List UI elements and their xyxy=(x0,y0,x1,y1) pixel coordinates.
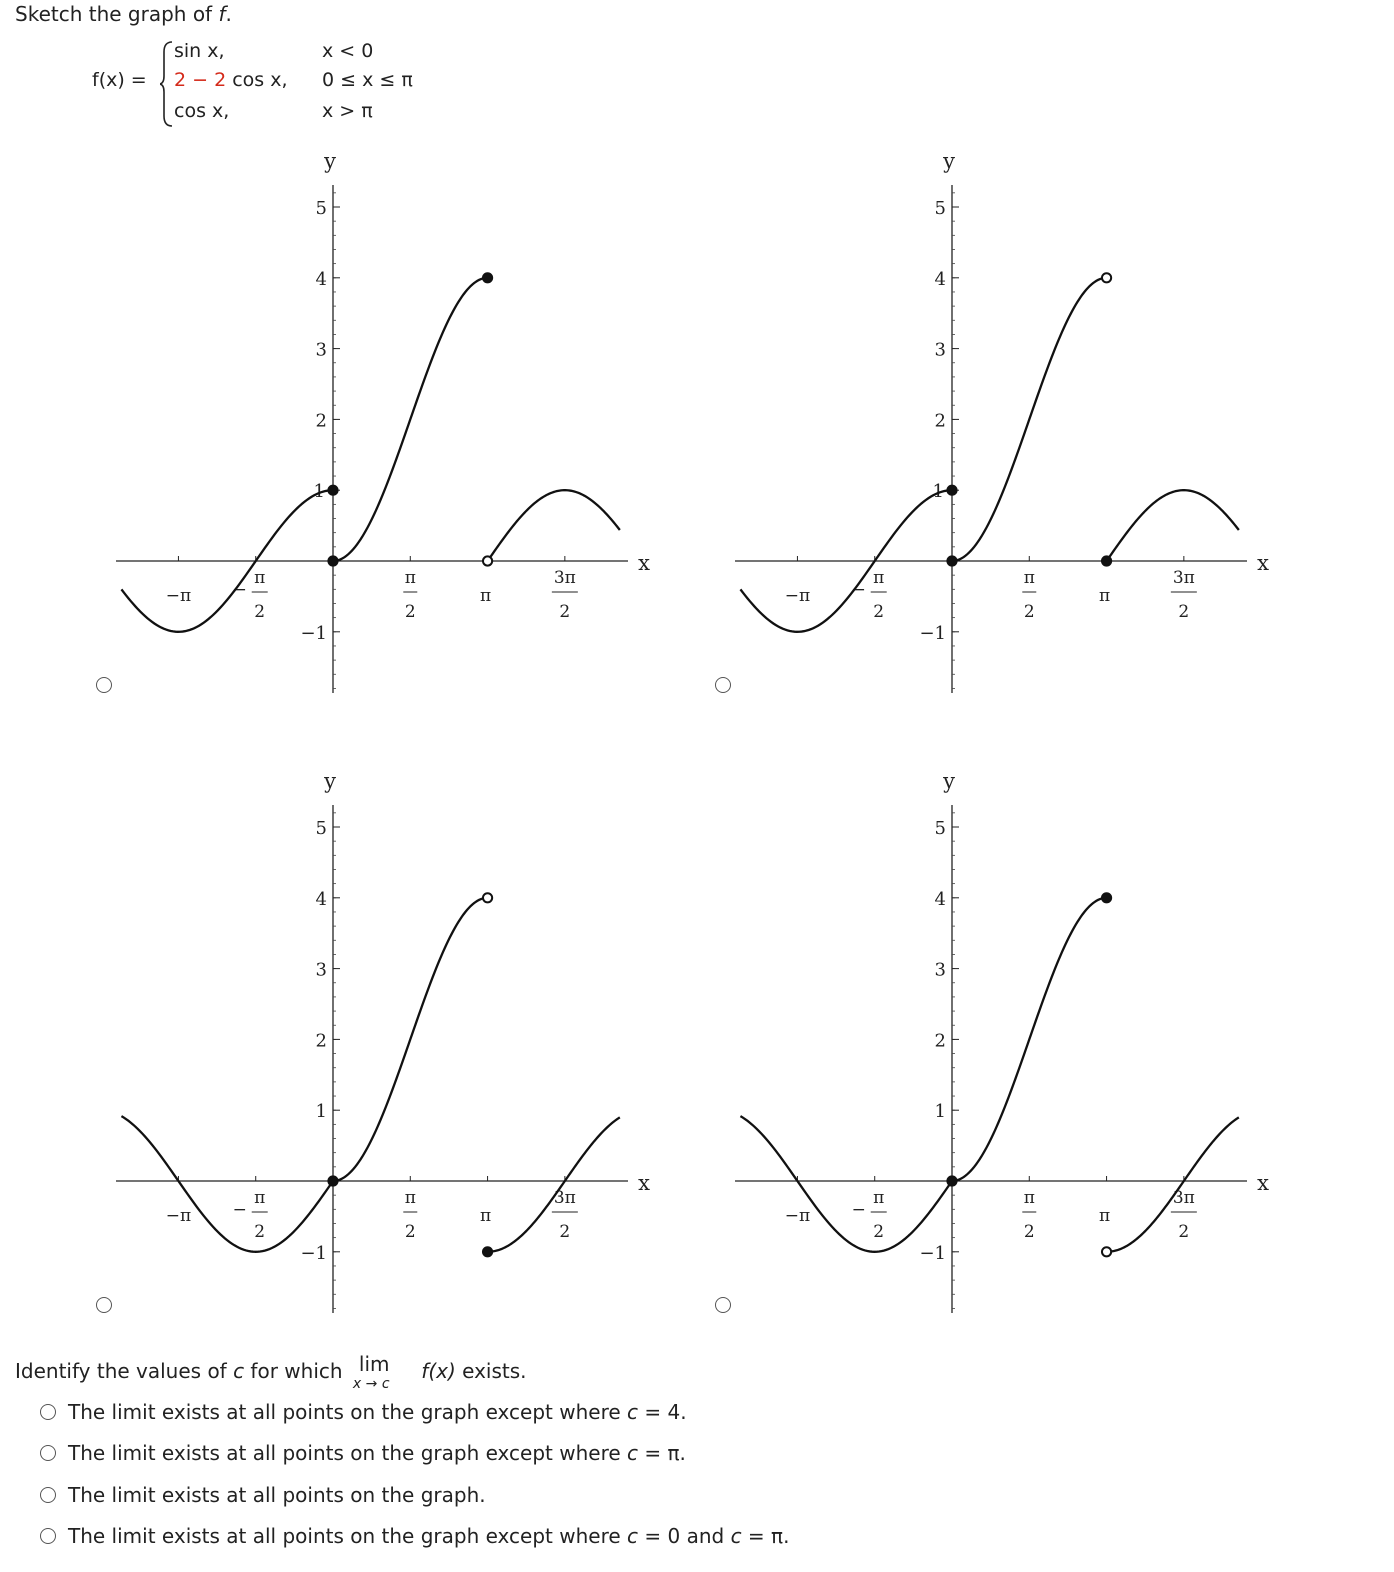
piece-3-cond: x > π xyxy=(322,100,373,122)
y-tick-label: 5 xyxy=(934,198,946,219)
graph-svg-c xyxy=(110,765,670,1345)
x-tick-label-den: 2 xyxy=(1178,1222,1190,1242)
y-tick-label: −1 xyxy=(300,1242,327,1264)
radio-answer-4[interactable] xyxy=(40,1528,56,1544)
curve-middle-piece xyxy=(952,278,1107,561)
x-tick-label-neg-pi: −π xyxy=(165,1206,192,1226)
answer-option-4-label: The limit exists at all points on the graph except where c = 0 and c = π. xyxy=(68,1524,790,1548)
radio-graph-a[interactable] xyxy=(96,677,112,693)
answer-option-2-label: The limit exists at all points on the graph except where c = π. xyxy=(68,1441,686,1465)
x-tick-label-num: π xyxy=(1023,568,1035,588)
x-axis-label: x xyxy=(638,1171,650,1195)
answer-option-3-label: The limit exists at all points on the graph. xyxy=(68,1483,486,1507)
y-tick-label: 5 xyxy=(315,818,327,839)
x-tick-label-minus: − xyxy=(851,580,866,600)
radio-graph-d[interactable] xyxy=(715,1297,731,1313)
x-tick-label-den: 2 xyxy=(1023,602,1035,622)
closed-endpoint xyxy=(947,1176,956,1185)
graph-option-b xyxy=(729,145,1289,725)
answer-option-1-label: The limit exists at all points on the graph except where c = 4. xyxy=(68,1400,687,1424)
curve-middle-piece xyxy=(333,898,488,1181)
x-tick-label-den: 2 xyxy=(1178,602,1190,622)
y-tick-label: 4 xyxy=(315,888,327,910)
y-tick-label: 2 xyxy=(315,1030,327,1052)
function-lhs: f(x) = xyxy=(92,69,147,91)
curve-right-piece xyxy=(1107,1117,1239,1251)
radio-graph-b[interactable] xyxy=(715,677,731,693)
y-axis-label: y xyxy=(324,149,336,173)
piece-2-cond: 0 ≤ x ≤ π xyxy=(322,69,413,91)
radio-graph-c[interactable] xyxy=(96,1297,112,1313)
function-definition xyxy=(92,38,452,130)
x-tick-label-neg-pi: −π xyxy=(165,586,192,606)
x-tick-label-num: π xyxy=(873,568,885,588)
y-tick-label: 4 xyxy=(934,268,946,290)
x-tick-label-pi: π xyxy=(479,586,492,606)
x-tick-label-neg-pi: −π xyxy=(784,586,811,606)
y-tick-label: −1 xyxy=(300,622,327,644)
x-tick-label-pi: π xyxy=(1098,586,1111,606)
answer-option-4[interactable] xyxy=(40,1522,789,1550)
open-endpoint xyxy=(483,556,492,565)
x-tick-label-den: 2 xyxy=(254,1222,266,1242)
closed-endpoint xyxy=(1102,893,1111,902)
x-tick-label-den: 2 xyxy=(559,602,571,622)
graph-option-a xyxy=(110,145,670,725)
x-tick-label-minus: − xyxy=(851,1200,866,1220)
x-axis-label: x xyxy=(638,551,650,575)
y-tick-label: 4 xyxy=(315,268,327,290)
x-tick-label-den: 2 xyxy=(404,1222,416,1242)
graph-option-d xyxy=(729,765,1289,1345)
graph-svg-d xyxy=(729,765,1289,1345)
x-tick-label-den: 2 xyxy=(404,602,416,622)
x-axis-label: x xyxy=(1257,551,1269,575)
closed-endpoint xyxy=(483,273,492,282)
answer-option-2[interactable] xyxy=(40,1439,686,1467)
open-endpoint xyxy=(1102,273,1111,282)
piece-2-expr: 2 − 2 cos x, xyxy=(174,69,288,91)
radio-answer-2[interactable] xyxy=(40,1445,56,1461)
x-tick-label-num: 3π xyxy=(553,568,576,588)
curve-right-piece xyxy=(1107,490,1239,561)
y-tick-label: 3 xyxy=(315,339,327,361)
x-tick-label-num: 3π xyxy=(553,1188,576,1208)
curve-middle-piece xyxy=(952,898,1107,1181)
x-tick-label-minus: − xyxy=(232,580,247,600)
x-tick-label-den: 2 xyxy=(1023,1222,1035,1242)
x-tick-label-num: 3π xyxy=(1172,1188,1195,1208)
closed-endpoint xyxy=(483,1247,492,1256)
x-tick-label-num: π xyxy=(404,568,416,588)
problem-prompt: Sketch the graph of f. xyxy=(15,2,232,26)
curve-right-piece xyxy=(488,490,620,561)
graph-svg-b xyxy=(729,145,1289,725)
graph-svg-a xyxy=(110,145,670,725)
closed-endpoint xyxy=(328,1176,337,1185)
curve-middle-piece xyxy=(333,278,488,561)
radio-answer-3[interactable] xyxy=(40,1487,56,1503)
open-endpoint xyxy=(483,893,492,902)
closed-endpoint xyxy=(1102,556,1111,565)
x-tick-label-neg-pi: −π xyxy=(784,1206,811,1226)
y-axis-label: y xyxy=(943,149,955,173)
y-axis-label: y xyxy=(943,769,955,793)
x-tick-label-pi: π xyxy=(1098,1206,1111,1226)
x-tick-label-num: π xyxy=(254,1188,266,1208)
y-tick-label: 3 xyxy=(315,959,327,981)
y-tick-label: 2 xyxy=(315,410,327,432)
curve-left-piece xyxy=(121,1116,333,1252)
piece-3-expr: cos x, xyxy=(174,100,230,122)
y-tick-label: 2 xyxy=(934,1030,946,1052)
closed-endpoint xyxy=(947,556,956,565)
y-tick-label: 1 xyxy=(934,1101,946,1123)
y-tick-label: −1 xyxy=(919,1242,946,1264)
x-tick-label-den: 2 xyxy=(254,602,266,622)
y-tick-label: 1 xyxy=(315,1101,327,1123)
x-tick-label-pi: π xyxy=(479,1206,492,1226)
limit-question: Identify the values of c for which lim x → c f(x) exists. xyxy=(15,1352,527,1392)
x-tick-label-num: π xyxy=(873,1188,885,1208)
piece-1-cond: x < 0 xyxy=(322,40,374,62)
y-tick-label: 1 xyxy=(313,481,325,503)
answer-option-1[interactable] xyxy=(40,1398,687,1426)
closed-endpoint xyxy=(328,486,337,495)
curve-right-piece xyxy=(488,1117,620,1251)
y-tick-label: 3 xyxy=(934,959,946,981)
x-tick-label-num: 3π xyxy=(1172,568,1195,588)
x-tick-label-num: π xyxy=(254,568,266,588)
x-axis-label: x xyxy=(1257,1171,1269,1195)
limit-notation: lim x → c xyxy=(352,1352,390,1392)
curve-left-piece xyxy=(740,1116,952,1252)
closed-endpoint xyxy=(947,486,956,495)
radio-answer-1[interactable] xyxy=(40,1404,56,1420)
x-tick-label-num: π xyxy=(1023,1188,1035,1208)
brace-icon xyxy=(160,40,174,128)
graph-option-c xyxy=(110,765,670,1345)
y-tick-label: 4 xyxy=(934,888,946,910)
answer-option-3[interactable] xyxy=(40,1481,486,1509)
closed-endpoint xyxy=(328,556,337,565)
y-tick-label: 3 xyxy=(934,339,946,361)
piece-1-expr: sin x, xyxy=(174,40,225,62)
x-tick-label-minus: − xyxy=(232,1200,247,1220)
y-axis-label: y xyxy=(324,769,336,793)
x-tick-label-num: π xyxy=(404,1188,416,1208)
y-tick-label: −1 xyxy=(919,622,946,644)
x-tick-label-den: 2 xyxy=(873,1222,885,1242)
y-tick-label: 1 xyxy=(932,481,944,503)
y-tick-label: 5 xyxy=(934,818,946,839)
y-tick-label: 5 xyxy=(315,198,327,219)
x-tick-label-den: 2 xyxy=(559,1222,571,1242)
y-tick-label: 2 xyxy=(934,410,946,432)
open-endpoint xyxy=(1102,1247,1111,1256)
x-tick-label-den: 2 xyxy=(873,602,885,622)
